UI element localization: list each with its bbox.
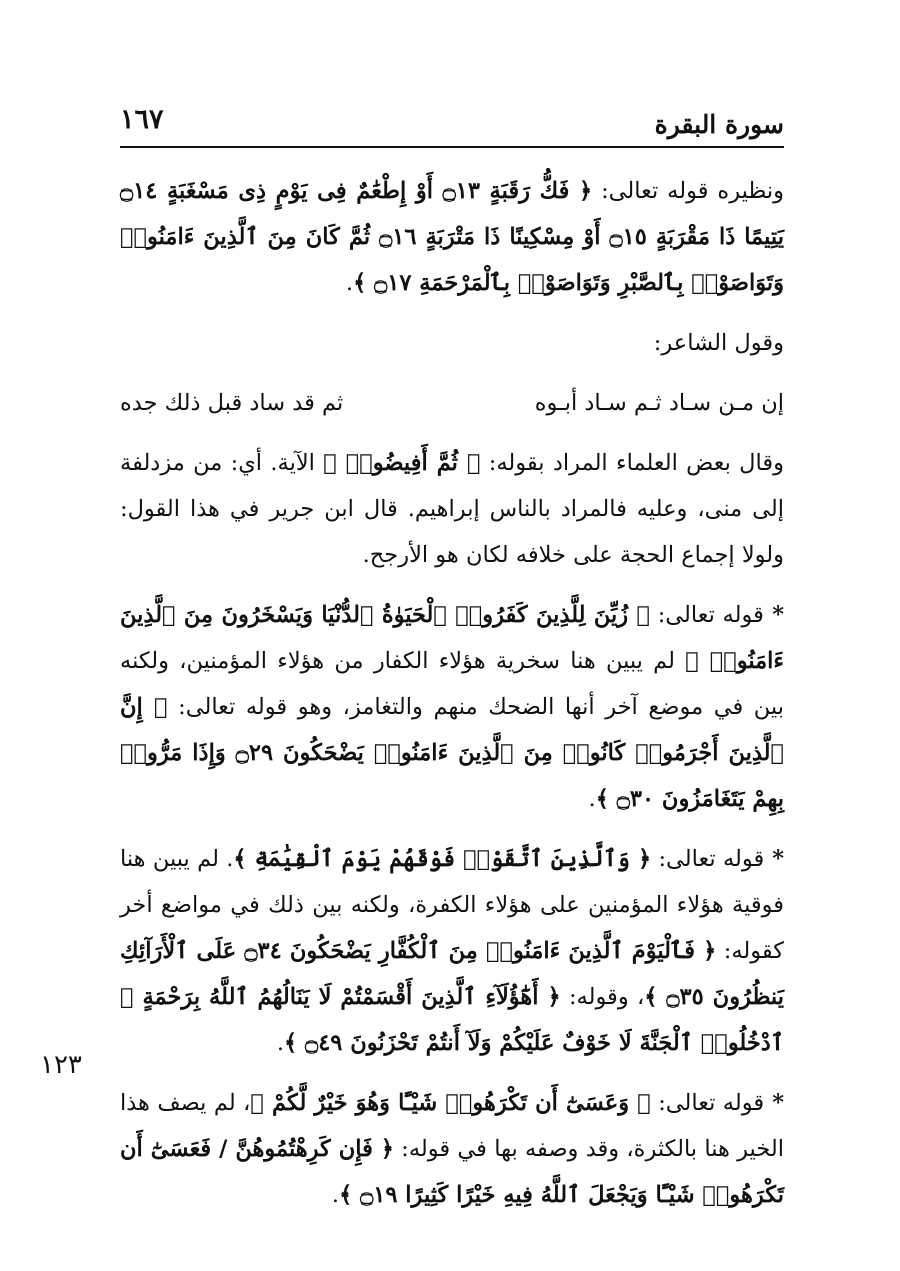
paragraph-1-intro: ونظيره قوله تعالى: — [592, 178, 784, 204]
paragraph-1-end: . — [345, 270, 354, 296]
paragraph-star-marker: * — [763, 602, 784, 628]
quran-verse: ﴿ فَكُّ رَقَبَةٍ ۝١٣ أَوْ إِطْعَٰمٌ فِى يَوْمٍ ذِى مَسْغَبَةٍ ۝١٤ يَتِيمًا ذَا مَقْرَبَةٍ ۝١٥ أَوْ مِسْكِينًا ذَا مَتْرَبَةٍ ۝١٦ ثُمَّ كَانَ مِنَ ٱلَّذِينَ ءَامَنُوا۟ وَتَوَاصَوْا۟ بِٱلصَّبْرِ وَتَوَاصَوْا۟ بِٱلْمَرْحَمَةِ ۝١٧ ﴾ — [120, 178, 784, 296]
paragraph-3-intro: قوله تعالى: — [650, 602, 764, 628]
quran-verse: ﴿ ثُمَّ أَفِيضُوا۟ ﴾ — [323, 450, 481, 476]
paragraph-3 — [120, 592, 784, 822]
paragraph-4-intro: قوله تعالى: — [651, 846, 765, 872]
paragraph-5 — [120, 1080, 784, 1218]
quran-verse: ﴿ أَهَٰٓؤُلَآءِ ٱلَّذِينَ أَقْسَمْتُمْ لَا يَنَالُهُمُ ٱللَّهُ بِرَحْمَةٍ ۚ ٱدْخُلُوا۟ ٱلْجَنَّةَ لَا خَوْفٌ عَلَيْكُمْ وَلَآ أَنتُمْ تَحْزَنُونَ ۝٤٩ ﴾ — [120, 984, 784, 1056]
paragraph-5-text: ، لم يصف هذا الخير هنا بالكثرة، وقد وصفه بها في قوله: — [120, 1090, 784, 1162]
quran-verse: ﴿ إِنَّ ٱلَّذِينَ أَجْرَمُوا۟ كَانُوا۟ مِنَ ٱلَّذِينَ ءَامَنُوا۟ يَضْحَكُونَ ۝٢٩ وَإِذَا مَرُّوا۟ بِهِمْ يَتَغَامَزُونَ ۝٣٠ ﴾ — [120, 694, 785, 812]
page-body — [120, 168, 784, 1232]
quran-verse: ﴿ فَإِن كَرِهْتُمُوهُنَّ / فَعَسَىٰٓ أَن تَكْرَهُوا۟ شَيْـًٔا وَيَجْعَلَ ٱللَّهُ فِيهِ خَيْرًا كَثِيرًا ۝١٩ ﴾ — [120, 1136, 784, 1208]
paragraph-4 — [120, 836, 784, 1066]
quran-verse: ﴿ زُيِّنَ لِلَّذِينَ كَفَرُوا۟ ٱلْحَيَوٰةُ ٱلدُّنْيَا وَيَسْخَرُونَ مِنَ ٱلَّذِينَ ءَامَنُوا۟ ﴾ — [120, 602, 784, 674]
paragraph-4-text-2: ، وقوله: — [560, 984, 645, 1010]
paragraph-5-intro: قوله تعالى: — [650, 1090, 765, 1116]
poem-first-hemistich: إن مـن سـاد ثـم سـاد أبـوه — [534, 390, 784, 416]
poet-intro: وقول الشاعر: — [653, 330, 784, 356]
surah-title: سورة البقرة — [654, 110, 784, 139]
page-header — [120, 100, 784, 148]
paragraph-2 — [120, 440, 784, 578]
paragraph-5-end: . — [331, 1182, 340, 1208]
margin-page-number: ١٢٣ — [40, 1050, 82, 1080]
paragraph-3-text: لم يبين هنا سخرية هؤلاء الكفار من هؤلاء المؤمنين، ولكنه بين في موضع آخر أنها الضحك منهم والتغامز، وهو قوله تعالى: — [120, 648, 784, 720]
paragraph-star-marker: * — [764, 1090, 785, 1116]
paragraph-star-marker: * — [764, 846, 785, 872]
quran-verse: ﴿ فَٱلْيَوْمَ ٱلَّذِينَ ءَامَنُوا۟ مِنَ ٱلْكُفَّارِ يَضْحَكُونَ ۝٣٤ عَلَى ٱلْأَرَآئِكِ يَنظُرُونَ ۝٣٥ ﴾ — [120, 938, 784, 1010]
quran-verse: ﴿ وَٱلَّذِينَ ٱتَّقَوْا۟ فَوْقَهُمْ يَوْمَ ٱلْقِيَٰمَةِ ﴾ — [233, 846, 652, 872]
poem-line — [120, 380, 784, 426]
quran-verse: ﴿ وَعَسَىٰٓ أَن تَكْرَهُوا۟ شَيْـًٔا وَهُوَ خَيْرٌ لَّكُمْ ﴾ — [250, 1090, 651, 1116]
paragraph-3-end: . — [588, 786, 596, 812]
poem-second-hemistich: ثم قد ساد قبل ذلك جده — [120, 390, 344, 416]
paragraph-4-text-1: . لم يبين هنا فوقية هؤلاء المؤمنين على هؤلاء الكفرة، ولكنه بين ذلك في مواضع أخر كقوله: — [120, 846, 784, 964]
paragraph-4-end: . — [276, 1030, 284, 1056]
page-number: ١٦٧ — [120, 104, 164, 135]
paragraph-1 — [120, 168, 784, 306]
paragraph-2-part2: الآية. أي: من مزدلفة إلى منى، وعليه فالمراد بالناس إبراهيم. قال ابن جرير في هذا القول: ولولا إجماع الحجة على خلافه لكان هو الأرجح. — [120, 450, 784, 568]
paragraph-2-part1: وقال بعض العلماء المراد بقوله: — [480, 450, 785, 476]
